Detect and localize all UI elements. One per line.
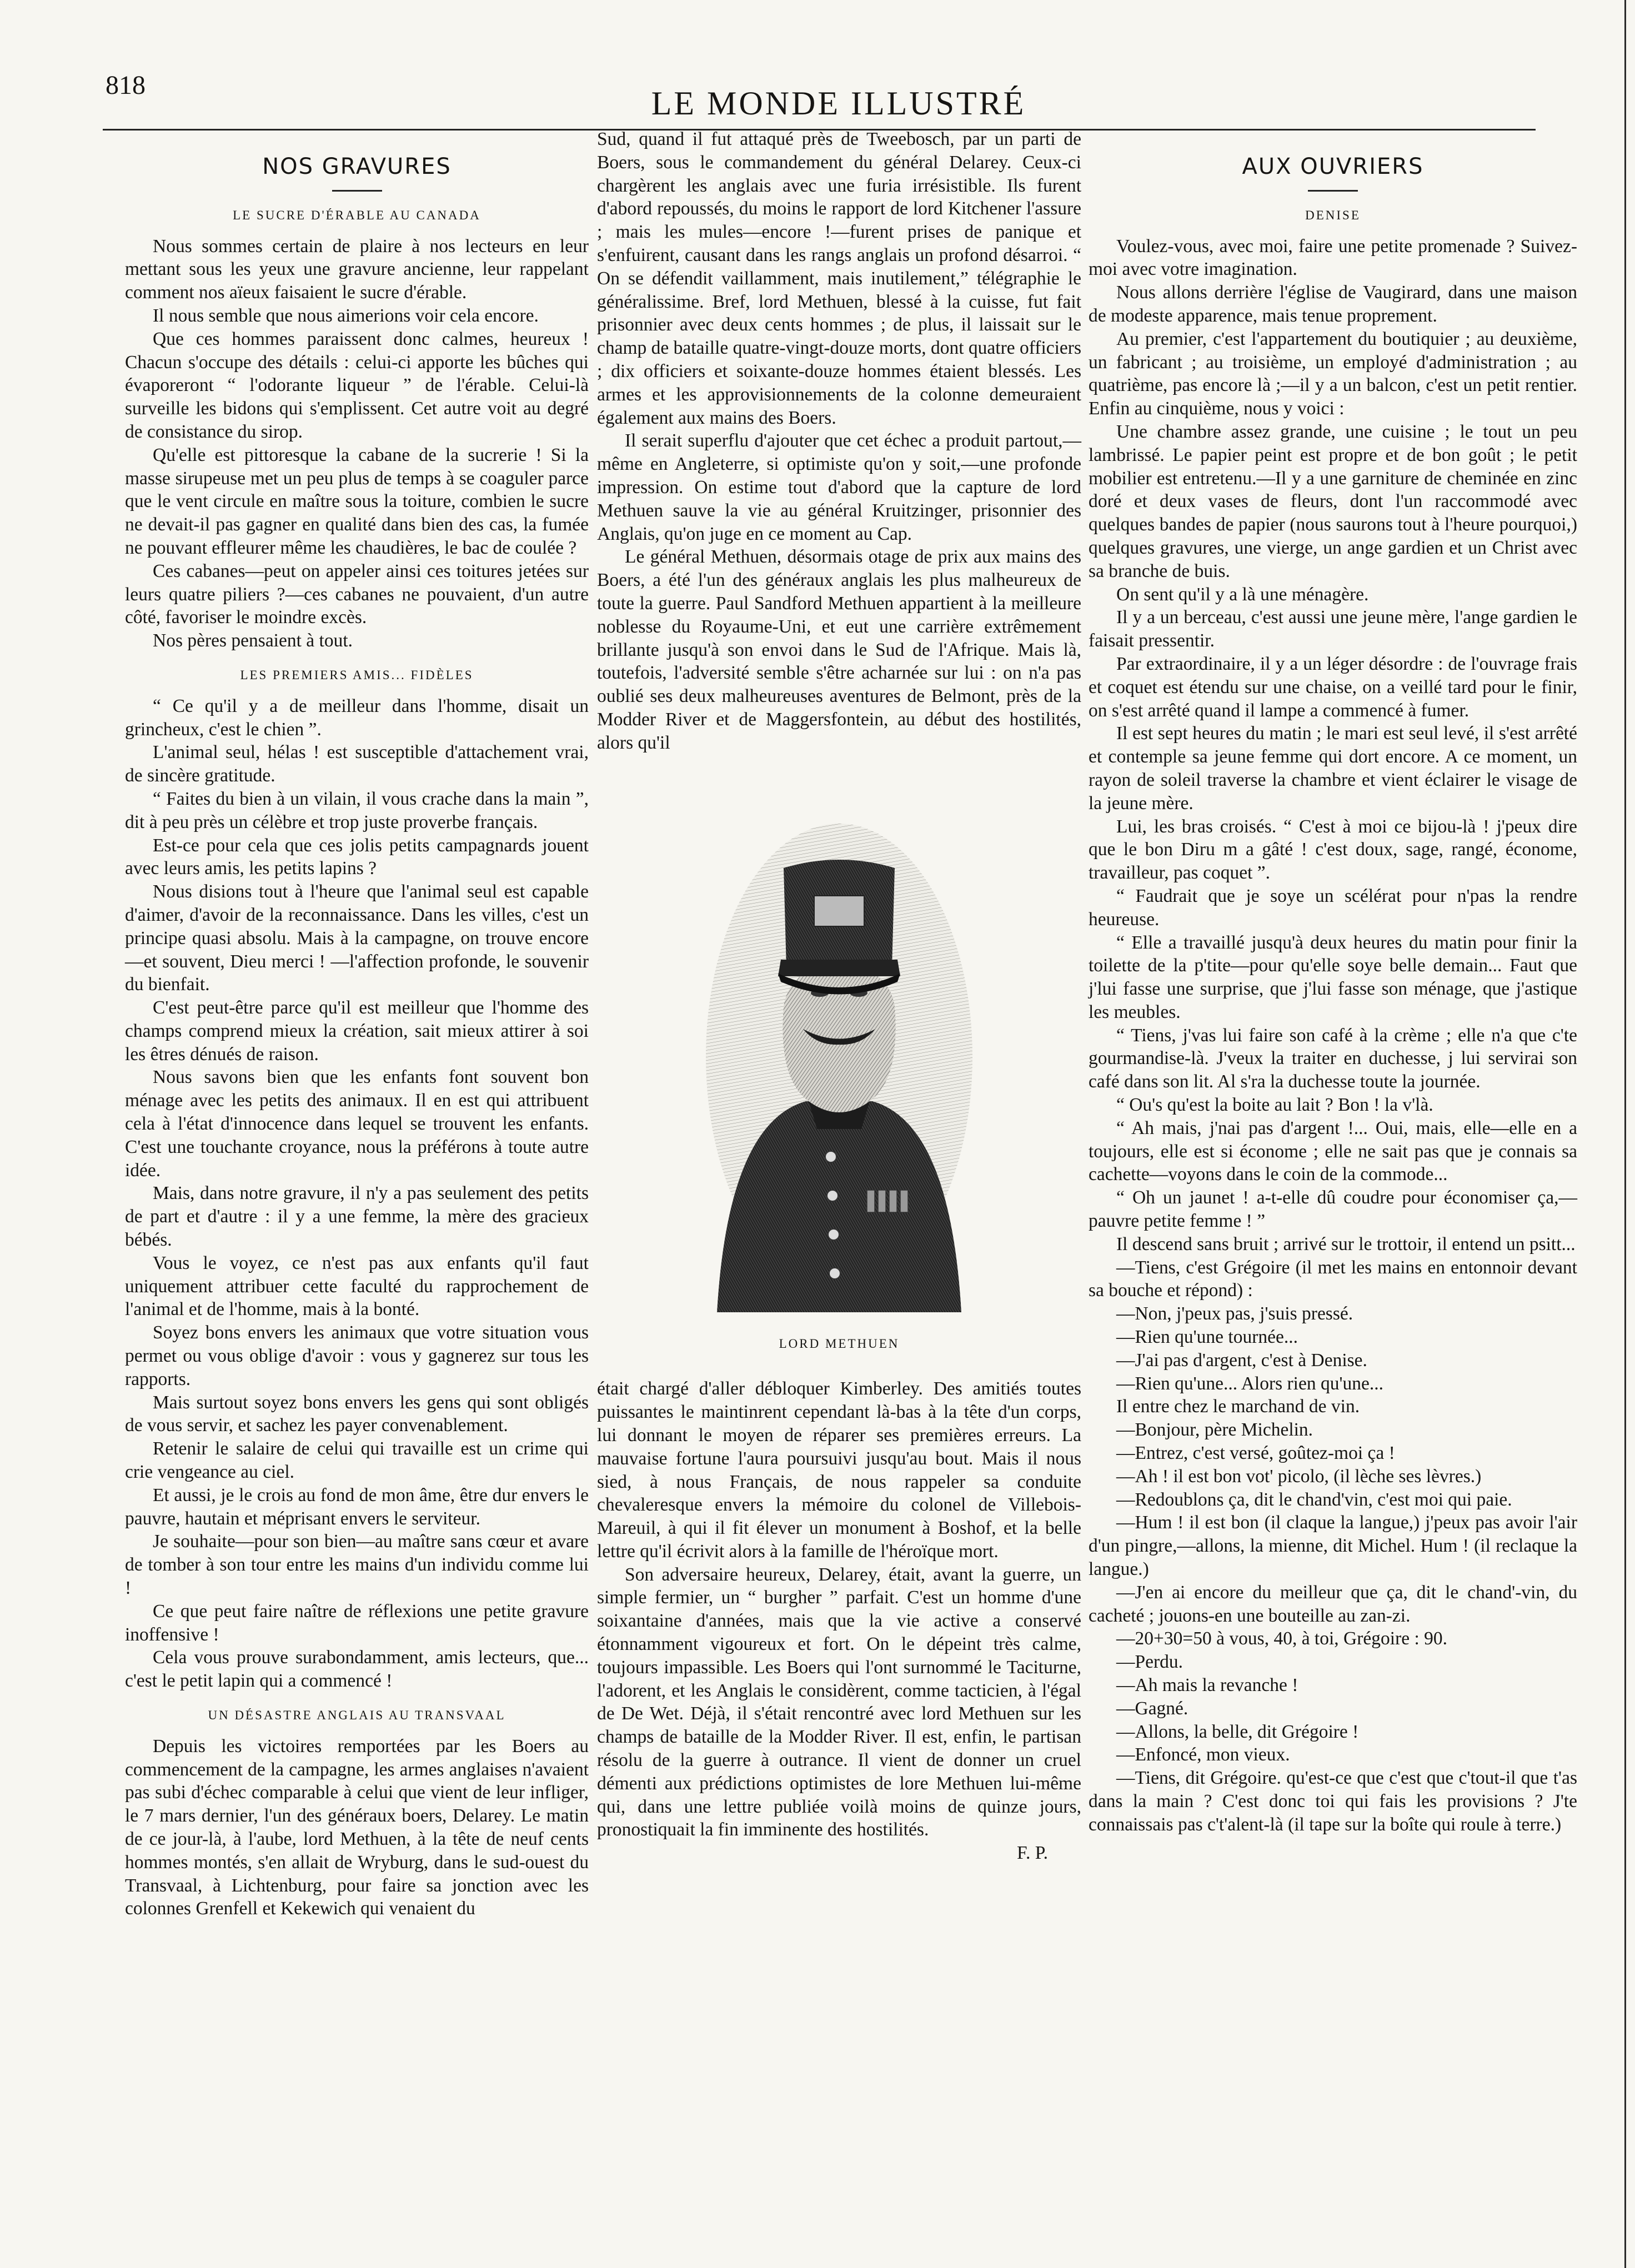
paragraph: Nos pères pensaient à tout. [153, 630, 353, 651]
portrait-figure [597, 768, 1081, 1323]
paragraph: Mais, dans notre gravure, il n'y a pas seulement des petits de part et d'autre : il y a une femme, la mère des gracieux bébés. [125, 1183, 589, 1251]
page-edge-line [1624, 0, 1626, 2268]
paragraph: Nous disions tout à l'heure que l'animal seul est capable d'aimer, d'avoir de la reconnaissance. Dans les villes, c'est un principe quasi absolu. Mais à la campagne, on trouve encore—et souvent, Dieu merci ! —l'affection profonde, le souvenir du bienfait. [125, 881, 589, 995]
paragraph: Et aussi, je le crois au fond de mon âme, être dur envers le pauvre, hautain et méprisant envers le serviteur. [125, 1484, 589, 1529]
paragraph: Il entre chez le marchand de vin. [1116, 1396, 1360, 1417]
paragraph: Vous le voyez, ce n'est pas aux enfants qu'il faut uniquement attribuer cette faculté du rapprochement de l'animal et de l'homme, mais à la bonté. [125, 1252, 589, 1320]
paragraph: “ Ah mais, j'nai pas d'argent !... Oui, mais, elle—elle en a toujours, elle est si économe ; elle ne sait pas que je connais sa cachette—voyons dans le coin de la commode... [1089, 1117, 1577, 1185]
section-title-aux-ouvriers: AUX OUVRIERS [1242, 154, 1424, 179]
portrait-caption: LORD METHUEN [779, 1336, 900, 1351]
paragraph: Cela vous prouve surabondamment, amis lecteurs, que... c'est le petit lapin qui a commencé ! [125, 1647, 589, 1692]
column-middle [597, 128, 1081, 1865]
paragraph: Mais surtout soyez bons envers les gens qui sont obligés de vous servir, et sachez les payer convenablement. [125, 1392, 589, 1436]
paragraph: Depuis les victoires remportées par les Boers au commencement de la campagne, les armes anglaises n'avaient pas subi d'échec comparable à celui que vient de leur infliger, le 7 mars dernier, l'un des généraux boers, Delarey. Le matin de ce jour-là, à l'aube, lord Methuen, à la tête de neuf cents hommes montés, s'en allait de Wryburg, dans le sud-ouest du Transvaal, à Lichtenburg, pour faire sa jonction avec les colonnes Grenfell et Kekewich qui venaient du [125, 1735, 589, 1919]
paragraph: —Gagné. [1116, 1698, 1188, 1719]
paragraph: “ Elle a travaillé jusqu'à deux heures du matin pour finir la toilette de la p'tite—pour qu'elle soye belle demain... Faut que j'lui fasse une surprise, que j'lui fasse son ménage, que j'astique les meubles. [1089, 932, 1577, 1022]
paragraph: “ Ou's qu'est la boite au lait ? Bon ! la v'là. [1116, 1095, 1433, 1116]
paragraph: —20+30=50 à vous, 40, à toi, Grégoire : 90. [1116, 1628, 1448, 1649]
paragraph: Au premier, c'est l'appartement du boutiquier ; au deuxième, un fabricant ; au troisième, un employé d'administration ; au quatrième, pas encore là ;—il y a un balcon, c'est un petit rentier. Enfin au cinquième, nous y voici : [1089, 328, 1577, 419]
paragraph: —Redoublons ça, dit le chand'vin, c'est moi qui paie. [1116, 1489, 1512, 1510]
paragraph: Nous sommes certain de plaire à nos lecteurs en leur mettant sous les yeux une gravure ancienne, leur rappelant comment nos aïeux faisaient le sucre d'érable. [125, 235, 589, 303]
subhead-sucre-erable: LE SUCRE D'ÉRABLE AU CANADA [233, 208, 481, 222]
masthead: LE MONDE ILLUSTRÉ [651, 85, 1026, 122]
paragraph: —J'en ai encore du meilleur que ça, dit le chand'-vin, du cacheté ; jouons-en une bouteille au zan-zi. [1089, 1582, 1577, 1626]
paragraph: —Rien qu'une tournée... [1116, 1327, 1298, 1348]
paragraph: Il serait superflu d'ajouter que cet échec a produit partout,—même en Angleterre, si optimiste qu'on y soit,—une profonde impression. On estime tout d'abord que la capture de lord Methuen sauve la vie au général Kruitzinger, prisonnier des Anglais, qu'on juge en ce moment au Cap. [597, 430, 1081, 544]
paragraph: —Rien qu'une... Alors rien qu'une... [1116, 1373, 1384, 1394]
lord-methuen-portrait [695, 768, 984, 1323]
paragraph: Nous savons bien que les enfants font souvent bon ménage avec les petits des animaux. Il en est qui attribuent cela à l'état d'innocence dans lequel se trouvent les enfants. C'est une touchante croyance, nous la préférons à toute autre idée. [125, 1067, 589, 1181]
paragraph: “ Faites du bien à un vilain, il vous crache dans la main ”, dit à peu près un célèbre et trop juste proverbe français. [125, 788, 589, 832]
subhead-premiers-amis: LES PREMIERS AMIS... FIDÈLES [240, 668, 474, 682]
paragraph: Son adversaire heureux, Delarey, était, avant la guerre, un simple fermier, un “ burgher ” parfait. C'est un homme d'une soixantaine d'années, mais que la vie active a conservé étonnamment vigoureux et fort. On le dépeint très calme, toujours impassible. Les Boers qui l'ont surnommé le Taciturne, l'adorent, et les Anglais le considèrent, comme tacticien, à l'égal de De Wet. Déjà, il s'était rencontré avec lord Methuen sur les champs de bataille de la Modder River. Il est, enfin, le partisan résolu de la guerre à outrance. Il vient de donner un cruel démenti aux prédictions optimistes de lore Methuen lui-même qui, dans une lettre publiée voilà moins de quinze jours, pronostiquait la fin imminente des hostilités. [597, 1564, 1081, 1840]
paragraph: “ Tiens, j'vas lui faire son café à la crème ; elle n'a que c'te gourmandise-là. J'veux la traiter en duchesse, j lui servirai son café dans son lit. Al s'ra la duchesse toute la journée. [1089, 1025, 1577, 1092]
paragraph: —Tiens, dit Grégoire. qu'est-ce que c'est que c'tout-il que t'as dans la main ? C'est donc toi qui fais les provisions ? J'te connaissais pas c't'alent-là (il tape sur la boîte qui roule à terre.) [1089, 1768, 1577, 1835]
paragraph: Par extraordinaire, il y a un léger désordre : de l'ouvrage frais et coquet est étendu sur une chaise, on a veillé tard pour le finir, on s'est arrêté quand il lampe a commencé à fumer. [1089, 653, 1577, 721]
paragraph: Nous allons derrière l'église de Vaugirard, dans une maison de modeste apparence, mais tenue proprement. [1089, 282, 1577, 326]
title-rule [332, 190, 382, 192]
paragraph: —Ah mais la revanche ! [1116, 1675, 1298, 1695]
column-right [1089, 145, 1577, 1837]
paragraph: Que ces hommes paraissent donc calmes, heureux ! Chacun s'occupe des détails : celui-ci apporte les bûches qui évaporeront “ l'odorante liqueur ” de l'érable. Celui-là surveille les bidons qui s'emplissent. Cet autre voit au degré de consistance du sirop. [125, 328, 589, 442]
signature: F. P. [1017, 1843, 1048, 1864]
page-number: 818 [106, 71, 146, 100]
subhead-desastre-anglais: UN DÉSASTRE ANGLAIS AU TRANSVAAL [208, 1708, 506, 1722]
paragraph: Je souhaite—pour son bien—au maître sans cœur et avare de tomber à son tour entre les mains d'un individu comme lui ! [125, 1531, 589, 1599]
title-rule [1308, 190, 1358, 192]
paragraph: —Non, j'peux pas, j'suis pressé. [1116, 1303, 1353, 1324]
paragraph: —Enfoncé, mon vieux. [1116, 1744, 1290, 1765]
paragraph: “ Faudrait que je soye un scélérat pour n'pas la rendre heureuse. [1089, 885, 1577, 930]
paragraph: —Perdu. [1116, 1652, 1183, 1673]
paragraph: Est-ce pour cela que ces jolis petits campagnards jouent avec leurs amis, les petits lapins ? [125, 835, 589, 879]
column-left [125, 145, 589, 1920]
paragraph: Une chambre assez grande, une cuisine ; le tout un peu lambrissé. Le papier peint est propre et de bon goût ; le petit mobilier est entretenu.—Il y a une garniture de cheminée en zinc doré et deux vases de fleurs, dont l'un raccommodé avec quelques bandes de papier (nous saurons tout à l'heure pourquoi,) quelques gravures, une vierge, un ange gardien et un Christ avec sa branche de buis. [1089, 421, 1577, 581]
paragraph: C'est peut-être parce qu'il est meilleur que l'homme des champs comprend mieux la création, sait mieux attirer à soi les êtres dénués de raison. [125, 997, 589, 1065]
paragraph: Ce que peut faire naître de réflexions une petite gravure inoffensive ! [125, 1600, 589, 1645]
paragraph: Qu'elle est pittoresque la cabane de la sucrerie ! Si la masse sirupeuse met un peu plus de temps à se coaguler parce que le vent circule en maître sous la toiture, combien le sucre ne devait-il pas gagner en qualité dans bien des cas, la fumée ne pouvant effleurer même les chaudières, le bac de coulée ? [125, 444, 589, 558]
paragraph: —J'ai pas d'argent, c'est à Denise. [1116, 1349, 1367, 1371]
paragraph: —Entrez, c'est versé, goûtez-moi ça ! [1116, 1443, 1395, 1464]
paragraph: Il y a un berceau, c'est aussi une jeune mère, l'ange gardien le faisait pressentir. [1089, 607, 1577, 651]
paragraph: Sud, quand il fut attaqué près de Tweebosch, par un parti de Boers, sous le commandement du général Delarey. Ceux-ci chargèrent les anglais avec une furia irrésistible. Ils furent d'abord repoussés, du moins le rapport de lord Kitchener l'assure ; mais les mules—encore !—furent prises de panique et s'enfuirent, causant dans les rangs anglais un profond désarroi. “ On se défendit vaillamment, mais inutilement,” télégraphie le généralissime. Bref, lord Methuen, blessé à la cuisse, fut fait prisonnier avec deux cents hommes ; de plus, il laissait sur le champ de bataille quatre-vingt-douze morts, dont quatre officiers ; dix officiers et soixante-douze hommes étaient blessés. Les armes et les approvisionnements de la colonne demeuraient également aux mains des Boers. [597, 129, 1081, 428]
paragraph: Ces cabanes—peut on appeler ainsi ces toitures jetées sur leurs quatre piliers ?—ces cabanes ne pouvaient, d'un autre côté, favoriser le moindre excès. [125, 560, 589, 628]
paragraph: On sent qu'il y a là une ménagère. [1116, 584, 1369, 605]
paragraph: “ Oh un jaunet ! a-t-elle dû coudre pour économiser ça,—pauvre petite femme ! ” [1089, 1187, 1577, 1232]
paragraph: “ Ce qu'il y a de meilleur dans l'homme, disait un grincheux, c'est le chien ”. [125, 695, 589, 740]
paragraph: était chargé d'aller débloquer Kimberley. Des amitiés toutes puissantes le maintinrent cependant là-bas à la tête d'un corps, lui donnant le moyen de réparer ses premières erreurs. La mauvaise fortune l'aura poursuivi jusqu'au bout. Mais il nous sied, à nous Français, de nous rappeler sa conduite chevaleresque envers la mémoire du colonel de Villebois-Mareuil, à qui il fit élever un monument à Boshof, et la belle lettre qu'il écrivit alors à la famille de l'héroïque mort. [597, 1378, 1081, 1562]
paragraph: —Tiens, c'est Grégoire (il met les mains en entonnoir devant sa bouche et répond) : [1089, 1257, 1577, 1301]
paragraph: Le général Methuen, désormais otage de prix aux mains des Boers, a été l'un des généraux anglais les plus malheureux de toute la guerre. Paul Sandford Methuen appartient à la meilleure noblesse du Royaume-Uni, et eut une carrière extrêmement brillante jusqu'à son envoi dans le Sud de l'Afrique. Mais là, toutefois, l'adversité semble s'être acharnée sur lui : on n'a pas oublié ses deux malheureuses aventures de Belmont, près de la Modder River et de Maggersfontein, au début des hostilités, alors qu'il [597, 546, 1081, 753]
paragraph: —Bonjour, père Michelin. [1116, 1419, 1313, 1441]
paragraph: Il nous semble que nous aimerions voir cela encore. [153, 305, 539, 326]
paragraph: —Ah ! il est bon vot' picolo, (il lèche ses lèvres.) [1116, 1466, 1482, 1487]
paragraph: L'animal seul, hélas ! est susceptible d'attachement vrai, de sincère gratitude. [125, 742, 589, 786]
paragraph: —Allons, la belle, dit Grégoire ! [1116, 1721, 1359, 1742]
paragraph: Soyez bons envers les animaux que votre situation vous permet ou vous oblige d'avoir : vous y gagnerez sur tous les rapports. [125, 1322, 589, 1389]
paragraph: —Hum ! il est bon (il claque la langue,) j'peux pas avoir l'air d'un pingre,—allons, la mienne, dit Michel. Hum ! (il reclaque la langue.) [1089, 1512, 1577, 1580]
section-title-nos-gravures: NOS GRAVURES [262, 154, 452, 179]
paragraph: Retenir le salaire de celui qui travaille est un crime qui crie vengeance au ciel. [125, 1438, 589, 1483]
paragraph: Il descend sans bruit ; arrivé sur le trottoir, il entend un psitt... [1116, 1233, 1576, 1255]
paragraph: Lui, les bras croisés. “ C'est à moi ce bijou-là ! j'peux dire que le bon Diru m a gâté ! c'est doux, sage, rangé, économe, travailleur, pas coquet ”. [1089, 816, 1577, 884]
paragraph: Voulez-vous, avec moi, faire une petite promenade ? Suivez-moi avec votre imagination. [1089, 235, 1577, 280]
subhead-denise: DENISE [1305, 208, 1361, 222]
paragraph: Il est sept heures du matin ; le mari est seul levé, il s'est arrêté et contemple sa jeune femme qui dort encore. A ce moment, un rayon de soleil traverse la chambre et vient éclairer le visage de la jeune mère. [1089, 723, 1577, 814]
